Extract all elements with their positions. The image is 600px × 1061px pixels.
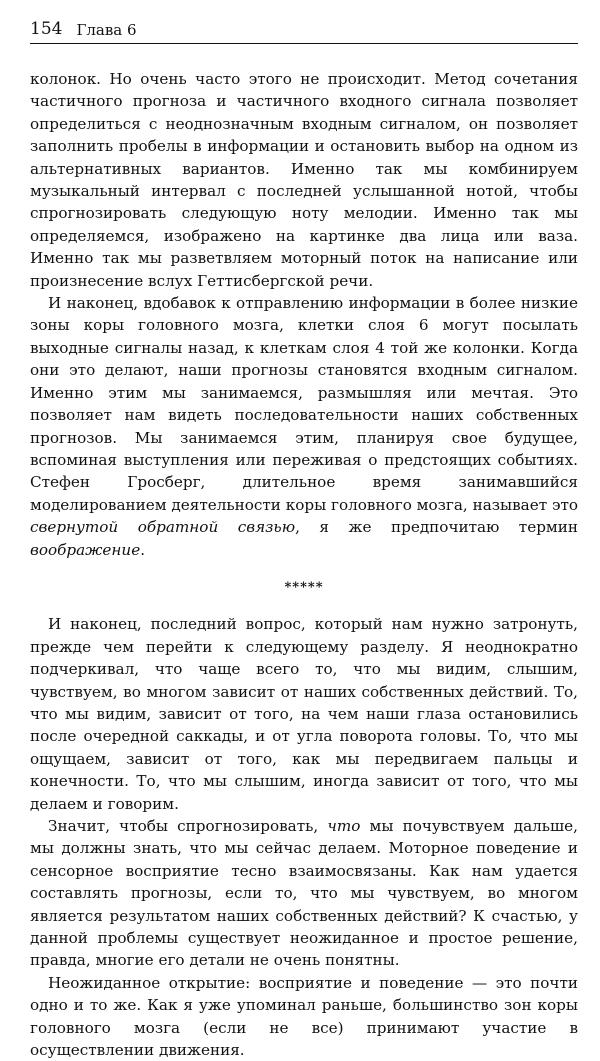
term-imagination: воображение: [30, 540, 141, 559]
paragraph-2-text-before: И наконец, вдобавок к отправлению информации в более низкие зоны коры головного мозга, клетки слоя 6 могут посылать выходные сигналы назад, к клеткам слоя 4 той же колонки. Когда они это делают, наши прогнозы становятся входным сигналом. Именно этим мы занимаемся, размышляя или мечтая. Это позволяет нам видеть последовательности наших собственных прогнозов. Мы занимаемся этим, планируя свое будущее, вспоминая выступления или переживая о предстоящих событиях. Стефен Гросберг, длительное время занимавшийся моделированием деятельности коры головного мозга, называет это: [30, 294, 579, 514]
paragraph-4: [30, 815, 578, 972]
emphasis-what: что: [327, 817, 361, 835]
chapter-title: Глава 6: [76, 21, 137, 39]
body-text: [30, 68, 578, 1061]
paragraph-3: И наконец, последний вопрос, который нам нужно затронуть, прежде чем перейти к следующему разделу. Я неоднократно подчеркивал, что чаще всего то, что мы видим, слышим, чувствуем, во многом зависит от наших собственных действий. То, что мы видим, зависит от того, на чем наши глаза остановились после очередной саккады, и от угла поворота головы. То, что мы ощущаем, зависит от того, как мы передвигаем пальцы и конечности. То, что мы слышим, иногда зависит от того, что мы делаем и говорим.: [30, 615, 578, 813]
paragraph-2-text-after: .: [140, 540, 146, 559]
paragraph-4-text-before: Значит, чтобы спрогнозировать,: [48, 817, 328, 835]
page-number: 154: [30, 19, 63, 39]
paragraph-2: [30, 292, 578, 561]
paragraph-4-text-after: мы почувствуем дальше, мы должны знать, что мы сейчас делаем. Моторное поведение и сенсорное восприятие тесно взаимосвязаны. Как нам удается составлять прогнозы, если то, что мы чувствуем, во многом является результатом наших собственных действий? К счастью, у данной проблемы существует неожиданное и простое решение, правда, многие его детали не очень понятны.: [30, 817, 578, 970]
section-separator: *****: [284, 579, 324, 595]
paragraph-1: колонок. Но очень часто этого не происходит. Метод сочетания частичного прогноза и частичного входного сигнала позволяет определиться с неоднозначным входным сигналом, он позволяет заполнить пробелы в информации и остановить выбор на одном из альтернативных вариантов. Именно так мы комбинируем музыкальный интервал с последней услышанной нотой, чтобы спрогнозировать следующую ноту мелодии. Именно так мы определяемся, изображено на картинке два лица или ваза. Именно так мы разветвляем моторный поток на написание или произнесение вслух Геттисбергской речи.: [30, 70, 578, 290]
term-collapsed-feedback: свернутой обратной связью: [30, 518, 296, 537]
paragraph-2-text-middle: , я же предпочитаю термин: [295, 518, 578, 537]
paragraph-5: Неожиданное открытие: восприятие и поведение — это почти одно и то же. Как я уже упоминал раньше, большинство зон коры головного мозга (если не все) принимают участие в осуществлении движения.: [30, 973, 578, 1060]
running-header: [30, 14, 578, 44]
